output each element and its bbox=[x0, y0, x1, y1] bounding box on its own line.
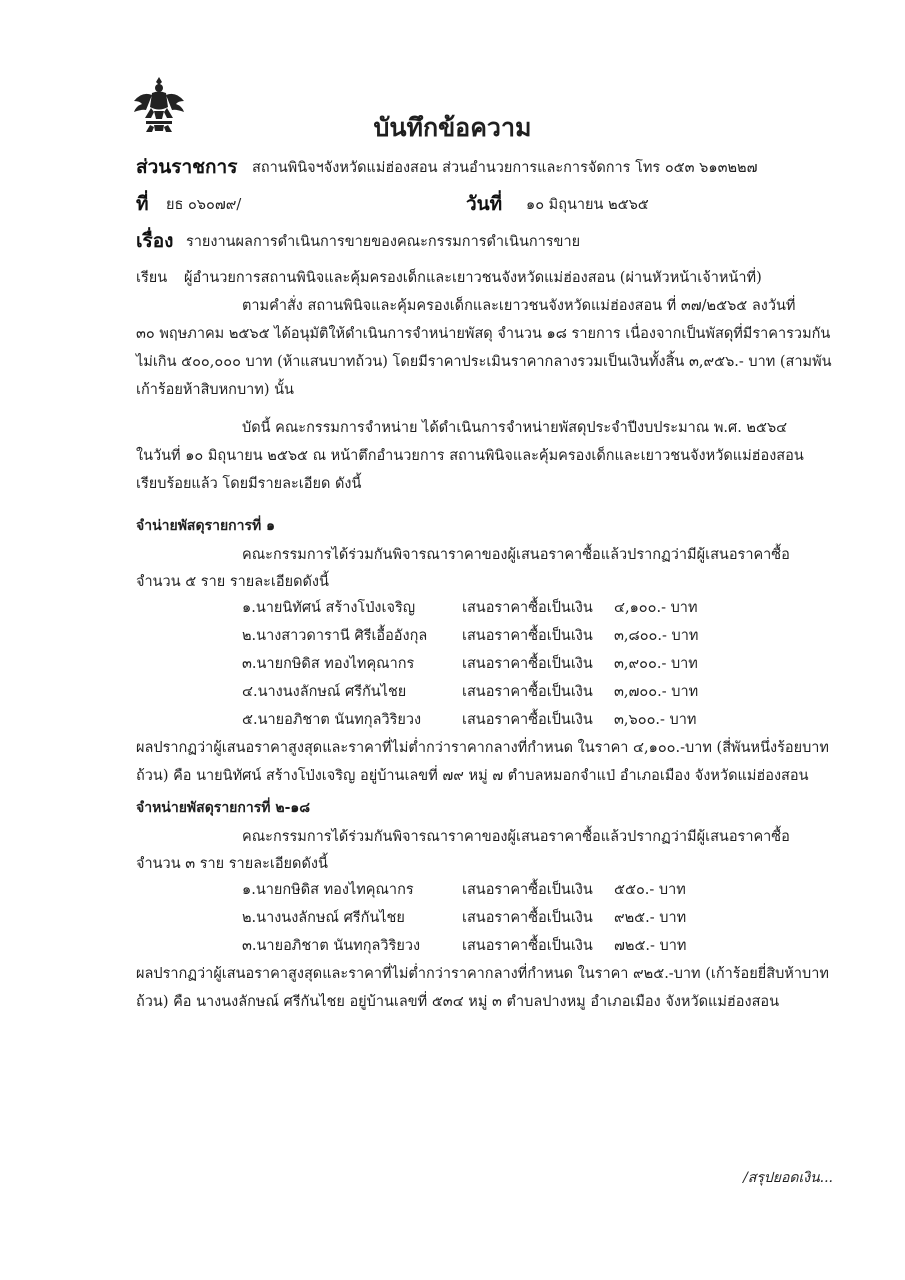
ref-value: ยธ ๐๖๐๗๙/ bbox=[166, 197, 242, 213]
to-value: ผู้อำนวยการสถานพินิจและคุ้มครองเด็กและเยาวชนจังหวัดแม่ฮ่องสอน (ผ่านหัวหน้าเจ้าหน้าที่) bbox=[184, 270, 762, 286]
paragraph-line: เรียบร้อยแล้ว โดยมีรายละเอียด ดังนี้ bbox=[136, 476, 362, 492]
bidder-amount: ๓,๗๐๐.- บาท bbox=[614, 684, 699, 700]
paragraph-order bbox=[136, 292, 836, 404]
paragraph-line: บัดนี้ คณะกรรมการจำหน่าย ได้ดำเนินการจำหน่ายพัสดุประจำปีงบประมาณ พ.ศ. ๒๕๖๔ bbox=[242, 420, 788, 436]
bidder-amount: ๗๒๕.- บาท bbox=[614, 938, 687, 954]
paragraph-line: เก้าร้อยห้าสิบหกบาท) นั้น bbox=[136, 382, 294, 398]
bidder-row bbox=[0, 596, 905, 620]
date-label: วันที่ bbox=[466, 193, 503, 215]
section1-intro: คณะกรรมการได้ร่วมกันพิจารณาราคาของผู้เสนอราคาซื้อแล้วปรากฏว่ามีผู้เสนอราคาซื้อ bbox=[242, 547, 790, 563]
paragraph-line: ไม่เกิน ๕๐๐,๐๐๐ บาท (ห้าแสนบาทถ้วน) โดยมีราคาประเมินราคากลางรวมเป็นเงินทั้งสิ้น ๓,๙๕๖.- บาท (สามพัน bbox=[136, 354, 832, 370]
bidder-amount: ๕๕๐.- บาท bbox=[614, 882, 686, 898]
paragraph-line: ในวันที่ ๑๐ มิถุนายน ๒๕๖๕ ณ หน้าตึกอำนวยการ สถานพินิจและคุ้มครองเด็กและเยาวชนจังหวัดแม่ฮ่องสอน bbox=[136, 448, 804, 464]
bidder-row bbox=[0, 652, 905, 676]
bidder-offer: เสนอราคาซื้อเป็นเงิน bbox=[462, 938, 593, 954]
paragraph-progress bbox=[136, 414, 836, 498]
bidder-row bbox=[0, 624, 905, 648]
bidder-row bbox=[0, 708, 905, 732]
bidder-offer: เสนอราคาซื้อเป็นเงิน bbox=[462, 882, 593, 898]
bidder-amount: ๙๒๕.- บาท bbox=[614, 910, 687, 926]
bidder-row bbox=[0, 878, 905, 902]
result-line: ถ้วน) คือ นางนงลักษณ์ ศรีกันไชย อยู่บ้านเลขที่ ๕๓๔ หมู่ ๓ ตำบลปางหมู อำเภอเมือง จังหวัดแม่ฮ่องสอน bbox=[136, 994, 780, 1010]
paragraph-line: ตามคำสั่ง สถานพินิจและคุ้มครองเด็กและเยาวชนจังหวัดแม่ฮ่องสอน ที่ ๓๗/๒๕๖๕ ลงวันที่ bbox=[242, 298, 796, 314]
ref-label: ที่ bbox=[136, 193, 149, 215]
section2-heading: จำหน่ายพัสดุรายการที่ ๒-๑๘ bbox=[136, 800, 311, 816]
subject-value: รายงานผลการดำเนินการขายของคณะกรรมการดำเนินการขาย bbox=[186, 234, 581, 250]
bidder-row bbox=[0, 934, 905, 958]
memo-title: บันทึกข้อความ bbox=[373, 113, 532, 142]
to-label: เรียน bbox=[136, 270, 168, 286]
bidder-offer: เสนอราคาซื้อเป็นเงิน bbox=[462, 628, 593, 644]
bidder-name: ๒.นางนงลักษณ์ ศรีกันไชย bbox=[242, 910, 405, 926]
subject-label: เรื่อง bbox=[136, 230, 174, 252]
bidder-name: ๕.นายอภิชาต นันทกุลวิริยวง bbox=[242, 712, 422, 728]
section1-heading: จำน่ายพัสดุรายการที่ ๑ bbox=[136, 518, 275, 534]
result-line: ถ้วน) คือ นายนิทัศน์ สร้างโป่งเจริญ อยู่บ้านเลขที่ ๗๙ หมู่ ๗ ตำบลหมอกจำแป่ อำเภอเมือง จังหวัดแม่ฮ่องสอน bbox=[136, 768, 809, 784]
bidder-offer: เสนอราคาซื้อเป็นเงิน bbox=[462, 684, 593, 700]
bidder-name: ๑.นายนิทัศน์ สร้างโป่งเจริญ bbox=[242, 600, 416, 616]
section2-intro: คณะกรรมการได้ร่วมกันพิจารณาราคาของผู้เสนอราคาซื้อแล้วปรากฏว่ามีผู้เสนอราคาซื้อ bbox=[242, 829, 790, 845]
bidder-offer: เสนอราคาซื้อเป็นเงิน bbox=[462, 712, 593, 728]
bidder-name: ๒.นางสาวดารานี ศิรีเอื้ออังกุล bbox=[242, 628, 428, 644]
section1-intro-count: จำนวน ๕ ราย รายละเอียดดังนี้ bbox=[136, 574, 329, 590]
result-line: ผลปรากฏว่าผู้เสนอราคาสูงสุดและราคาที่ไม่ต่ำกว่าราคากลางที่กำหนด ในราคา ๔,๑๐๐.-บาท (สี่พันหนึ่งร้อยบาท bbox=[136, 740, 829, 756]
section2-intro-count: จำนวน ๓ ราย รายละเอียดดังนี้ bbox=[136, 856, 328, 872]
agency-label: ส่วนราชการ bbox=[136, 156, 238, 178]
bidder-amount: ๓,๘๐๐.- บาท bbox=[614, 628, 699, 644]
bidder-row bbox=[0, 680, 905, 704]
bidder-amount: ๓,๙๐๐.- บาท bbox=[614, 656, 698, 672]
bidder-name: ๔.นางนงลักษณ์ ศรีกันไชย bbox=[242, 684, 407, 700]
bidder-name: ๓.นายอภิชาต นันทกุลวิริยวง bbox=[242, 938, 421, 954]
section1-result bbox=[136, 734, 846, 790]
paragraph-line: ๓๐ พฤษภาคม ๒๕๖๕ ได้อนุมัติให้ดำเนินการจำหน่ายพัสดุ จำนวน ๑๘ รายการ เนื่องจากเป็นพัสดุที่มีราคารวมกัน bbox=[136, 326, 831, 342]
bidder-offer: เสนอราคาซื้อเป็นเงิน bbox=[462, 656, 593, 672]
agency-value: สถานพินิจฯจังหวัดแม่ฮ่องสอน ส่วนอำนวยการและการจัดการ โทร ๐๕๓ ๖๑๓๒๒๗ bbox=[252, 160, 758, 176]
bidder-row bbox=[0, 906, 905, 930]
section2-result bbox=[136, 960, 846, 1016]
bidder-name: ๓.นายกษิดิส ทองไทคุณากร bbox=[242, 656, 415, 672]
result-line: ผลปรากฏว่าผู้เสนอราคาสูงสุดและราคาที่ไม่ต่ำกว่าราคากลางที่กำหนด ในราคา ๙๒๕.-บาท (เก้าร้อยยี่สิบห้าบาท bbox=[136, 966, 829, 982]
bidder-offer: เสนอราคาซื้อเป็นเงิน bbox=[462, 600, 593, 616]
date-value: ๑๐ มิถุนายน ๒๕๖๕ bbox=[526, 197, 649, 213]
bidder-amount: ๔,๑๐๐.- บาท bbox=[614, 600, 698, 616]
bidder-amount: ๓,๖๐๐.- บาท bbox=[614, 712, 697, 728]
bidder-offer: เสนอราคาซื้อเป็นเงิน bbox=[462, 910, 593, 926]
continuation-note: /สรุปยอดเงิน... bbox=[743, 1170, 833, 1186]
bidder-name: ๑.นายกษิดิส ทองไทคุณากร bbox=[242, 882, 414, 898]
